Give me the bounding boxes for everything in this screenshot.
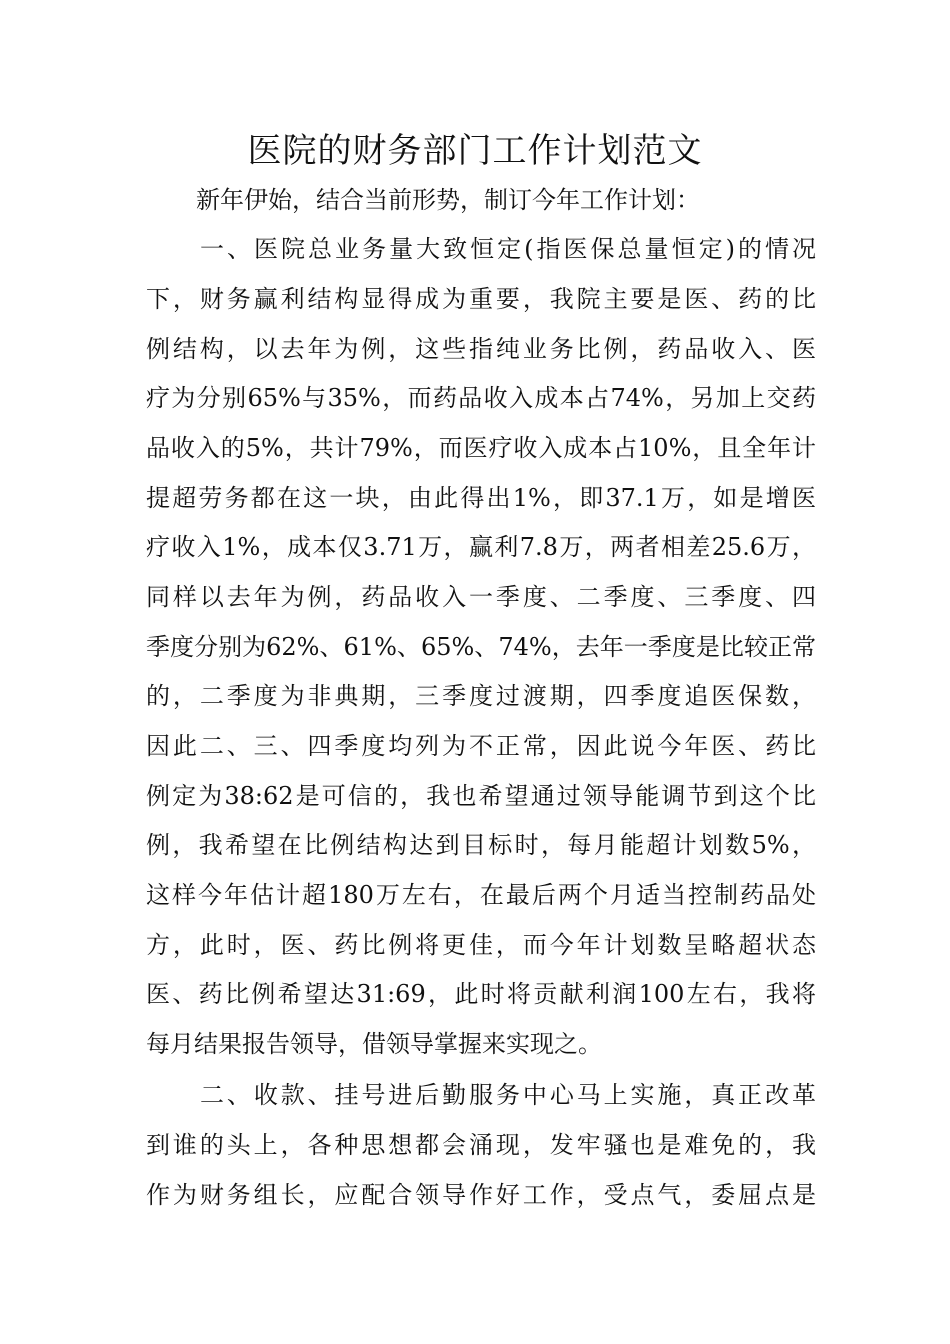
section1-line-11: 因此二、三、四季度均列为不正常，因此说今年医、药比 [146,732,816,760]
section1-line-9: 季度分别为62%、61%、65%、74%，去年一季度是比较正常 [146,633,816,661]
intro-paragraph: 新年伊始，结合当前形势，制订今年工作计划： [196,186,700,214]
section1-line-3: 例结构，以去年为例，这些指纯业务比例，药品收入、医 [146,335,816,363]
section1-line-12: 例定为38:62是可信的，我也希望通过领导能调节到这个比 [146,782,816,810]
section1-line-7: 疗收入1%，成本仅3.71万，赢利7.8万，两者相差25.6万， [146,533,816,561]
section1-line-6: 提超劳务都在这一块，由此得出1%，即37.1万，如是增医 [146,484,816,512]
section1-line-8: 同样以去年为例，药品收入一季度、二季度、三季度、四 [146,583,816,611]
section1-line-14: 这样今年估计超180万左右，在最后两个月适当控制药品处 [146,881,816,909]
section1-line-15: 方，此时，医、药比例将更佳，而今年计划数呈略超状态 [146,931,816,959]
section2-line-3: 作为财务组长，应配合领导作好工作，受点气，委屈点是 [146,1181,816,1209]
document-title: 医院的财务部门工作计划范文 [247,131,703,171]
section1-line-13: 例，我希望在比例结构达到目标时，每月能超计划数5%， [146,831,816,859]
section1-line-4: 疗为分别65%与35%，而药品收入成本占74%，另加上交药 [146,384,816,412]
section1-line-2: 下，财务赢利结构显得成为重要，我院主要是医、药的比 [146,285,816,313]
section1-line-5: 品收入的5%，共计79%，而医疗收入成本占10%，且全年计 [146,434,816,462]
section1-line-16: 医、药比例希望达31:69，此时将贡献利润100左右，我将 [146,980,816,1008]
section1-line-10: 的，二季度为非典期，三季度过渡期，四季度追医保数， [146,682,816,710]
section2-line-1: 二、收款、挂号进后勤服务中心马上实施，真正改革 [200,1081,816,1109]
section2-line-2: 到谁的头上，各种思想都会涌现，发牢骚也是难免的，我 [146,1131,816,1159]
section1-line-1: 一、医院总业务量大致恒定(指医保总量恒定)的情况 [200,235,816,263]
section1-line-17: 每月结果报告领导，借领导掌握来实现之。 [146,1030,602,1058]
